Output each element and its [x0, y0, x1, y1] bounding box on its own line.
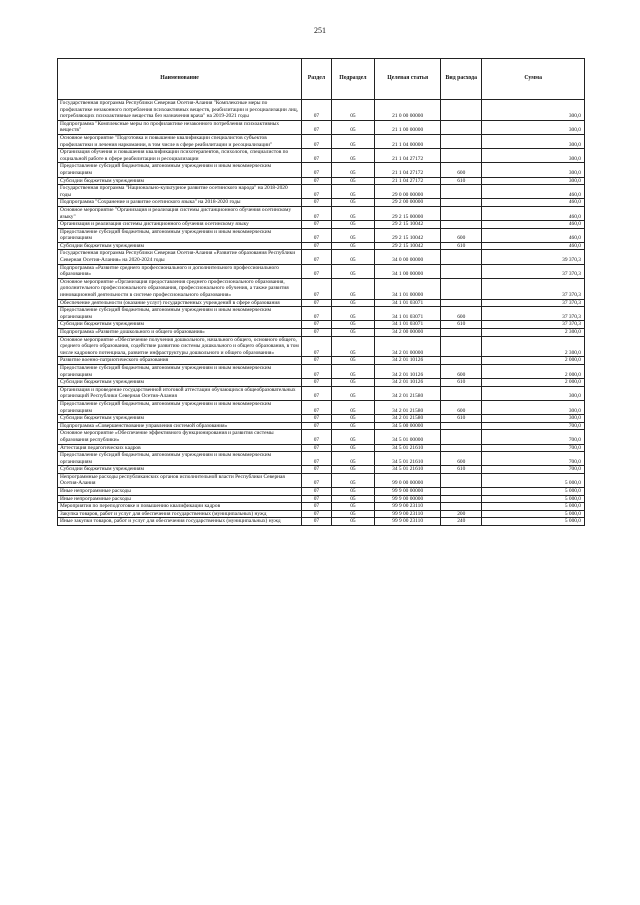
cell-name: Предоставление субсидий бюджетным, автономным учреждениям и иным некоммерческим организациям	[58, 307, 302, 321]
cell-target: 34 1 01 03071	[375, 307, 441, 321]
cell-sum: 2 300,0	[482, 336, 585, 357]
cell-sum: 5 000,0	[482, 518, 585, 526]
cell-name: Государственная программа Республики Северная Осетия-Алания "Комплексные меры по профилактике незаконного потребления психоактивных веществ, реабилитации и ресоциализации лиц, потребляющих психоактивные вещества без назначения врача" на 2019-2021 годы	[58, 100, 302, 121]
cell-target: 29 2 15 10042	[375, 242, 441, 250]
table-header	[58, 59, 585, 100]
cell-section: 07	[302, 422, 332, 430]
cell-subsection: 05	[331, 278, 374, 299]
header-target: Целевая статья	[375, 59, 441, 100]
cell-section: 07	[302, 386, 332, 400]
cell-sum: 300,0	[482, 386, 585, 400]
cell-subsection: 05	[331, 415, 374, 423]
cell-name: Подпрограмма «Развитие дошкольного и общего образования»	[58, 329, 302, 337]
cell-name: Основное мероприятие "Подготовка и повышение квалификации специалистов субъектов профилактики и лечения наркомании, в том числе в сфере реабилитации и ресоциализации"	[58, 134, 302, 148]
cell-expense-type: 610	[441, 466, 482, 474]
cell-target: 34 5 01 21610	[375, 466, 441, 474]
cell-section: 07	[302, 134, 332, 148]
cell-name: Основное мероприятие "Организация и реализация системы дистанционного обучения осетинскому языку"	[58, 206, 302, 220]
cell-expense-type	[441, 199, 482, 207]
cell-target: 34 2 01 21580	[375, 386, 441, 400]
cell-sum: 39 370,3	[482, 250, 585, 264]
cell-target: 34 2 01 10126	[375, 357, 441, 365]
table-row	[58, 495, 585, 503]
cell-name: Государственная программа Республики Северная Осетия-Алания «Развитие образования Республики Северная Осетия-Алания» на 2020-2024 годы	[58, 250, 302, 264]
cell-subsection: 05	[331, 177, 374, 185]
cell-target: 29 2 00 00000	[375, 199, 441, 207]
table-row	[58, 221, 585, 229]
cell-target: 34 2 01 10126	[375, 364, 441, 378]
cell-sum: 700,0	[482, 452, 585, 466]
table-row	[58, 415, 585, 423]
cell-expense-type	[441, 100, 482, 121]
cell-sum: 300,0	[482, 163, 585, 177]
cell-subsection: 05	[331, 221, 374, 229]
cell-subsection: 05	[331, 488, 374, 496]
cell-section: 07	[302, 299, 332, 307]
cell-section: 07	[302, 264, 332, 278]
cell-sum: 460,0	[482, 199, 585, 207]
cell-section: 07	[302, 321, 332, 329]
cell-target: 34 1 01 00000	[375, 278, 441, 299]
cell-section: 07	[302, 120, 332, 134]
table-row	[58, 299, 585, 307]
cell-name: Подпрограмма "Комплексные меры по профилактике незаконного потребления психоактивных веществ"	[58, 120, 302, 134]
table-row	[58, 452, 585, 466]
cell-target: 34 5 01 00000	[375, 430, 441, 444]
cell-expense-type	[441, 503, 482, 511]
table-row	[58, 430, 585, 444]
cell-sum: 300,0	[482, 400, 585, 414]
cell-target: 34 5 00 00000	[375, 422, 441, 430]
table-row	[58, 488, 585, 496]
cell-target: 34 2 01 10126	[375, 379, 441, 387]
cell-section: 07	[302, 415, 332, 423]
cell-name: Субсидии бюджетным учреждениям	[58, 321, 302, 329]
cell-subsection: 05	[331, 495, 374, 503]
cell-sum: 300,0	[482, 415, 585, 423]
cell-subsection: 05	[331, 444, 374, 452]
cell-name: Предоставление субсидий бюджетным, автономным учреждениям и иным некоммерческим организациям	[58, 228, 302, 242]
table-row	[58, 400, 585, 414]
cell-name: Иные непрограммные расходы	[58, 495, 302, 503]
cell-expense-type: 600	[441, 307, 482, 321]
cell-expense-type	[441, 299, 482, 307]
header-sum: Сумма	[482, 59, 585, 100]
cell-name: Мероприятия по переподготовке и повышению квалификации кадров	[58, 503, 302, 511]
cell-section: 07	[302, 430, 332, 444]
cell-name: Предоставление субсидий бюджетным, автономным учреждениям и иным некоммерческим организациям	[58, 452, 302, 466]
cell-target: 21 1 00 00000	[375, 120, 441, 134]
cell-name: Иные закупки товаров, работ и услуг для обеспечения государственных (муниципальных) нужд	[58, 518, 302, 526]
cell-expense-type	[441, 206, 482, 220]
table-row	[58, 134, 585, 148]
cell-section: 07	[302, 177, 332, 185]
cell-section: 07	[302, 185, 332, 199]
cell-sum: 5 000,0	[482, 510, 585, 518]
cell-sum: 37 370,3	[482, 307, 585, 321]
cell-subsection: 05	[331, 307, 374, 321]
cell-expense-type: 600	[441, 400, 482, 414]
cell-name: Предоставление субсидий бюджетным, автономным учреждениям и иным некоммерческим организациям	[58, 364, 302, 378]
cell-expense-type	[441, 422, 482, 430]
cell-name: Предоставление субсидий бюджетным, автономным учреждениям и иным некоммерческим организациям	[58, 163, 302, 177]
cell-name: Субсидии бюджетным учреждениям	[58, 242, 302, 250]
cell-subsection: 05	[331, 364, 374, 378]
table-row	[58, 120, 585, 134]
table-row	[58, 518, 585, 526]
cell-expense-type: 610	[441, 379, 482, 387]
cell-name: Субсидии бюджетным учреждениям	[58, 379, 302, 387]
cell-subsection: 05	[331, 357, 374, 365]
cell-subsection: 05	[331, 400, 374, 414]
cell-target: 34 2 01 21580	[375, 415, 441, 423]
table-row	[58, 185, 585, 199]
table-row	[58, 379, 585, 387]
cell-name: Субсидии бюджетным учреждениям	[58, 466, 302, 474]
cell-section: 07	[302, 221, 332, 229]
cell-name: Субсидии бюджетным учреждениям	[58, 415, 302, 423]
cell-subsection: 05	[331, 163, 374, 177]
cell-section: 07	[302, 495, 332, 503]
cell-sum: 700,0	[482, 430, 585, 444]
cell-section: 07	[302, 250, 332, 264]
header-name: Наименование	[58, 59, 302, 100]
cell-section: 07	[302, 163, 332, 177]
cell-sum: 300,0	[482, 149, 585, 163]
cell-sum: 2 000,0	[482, 379, 585, 387]
cell-expense-type	[441, 430, 482, 444]
cell-subsection: 05	[331, 452, 374, 466]
cell-name: Иные непрограммные расходы	[58, 488, 302, 496]
cell-name: Организация и реализация системы дистанционного обучения осетинскому языку	[58, 221, 302, 229]
header-section: Раздел	[302, 59, 332, 100]
cell-target: 34 1 01 03071	[375, 299, 441, 307]
cell-sum: 37 370,3	[482, 278, 585, 299]
cell-expense-type: 600	[441, 163, 482, 177]
cell-sum: 2 000,0	[482, 357, 585, 365]
cell-sum: 2 300,0	[482, 329, 585, 337]
cell-section: 07	[302, 444, 332, 452]
cell-section: 07	[302, 473, 332, 487]
cell-expense-type: 600	[441, 228, 482, 242]
cell-section: 07	[302, 242, 332, 250]
cell-name: Предоставление субсидий бюджетным, автономным учреждениям и иным некоммерческим организациям	[58, 400, 302, 414]
page-number: 251	[314, 26, 326, 35]
cell-subsection: 05	[331, 473, 374, 487]
cell-expense-type	[441, 185, 482, 199]
cell-expense-type: 610	[441, 321, 482, 329]
cell-subsection: 05	[331, 329, 374, 337]
cell-target: 99 9 00 23110	[375, 518, 441, 526]
cell-name: Государственная программа "Национально-культурное развитие осетинского народа" на 2018-2020 годы	[58, 185, 302, 199]
cell-expense-type	[441, 221, 482, 229]
cell-target: 34 1 00 00000	[375, 264, 441, 278]
cell-section: 07	[302, 364, 332, 378]
cell-subsection: 05	[331, 228, 374, 242]
cell-expense-type: 610	[441, 242, 482, 250]
table-row	[58, 503, 585, 511]
cell-subsection: 05	[331, 149, 374, 163]
cell-subsection: 05	[331, 503, 374, 511]
table-row	[58, 329, 585, 337]
cell-expense-type	[441, 386, 482, 400]
cell-name: Субсидии бюджетным учреждениям	[58, 177, 302, 185]
cell-target: 21 1 04 00000	[375, 134, 441, 148]
cell-subsection: 05	[331, 466, 374, 474]
cell-subsection: 05	[331, 379, 374, 387]
cell-section: 07	[302, 149, 332, 163]
cell-sum: 460,0	[482, 242, 585, 250]
cell-expense-type	[441, 329, 482, 337]
cell-subsection: 05	[331, 185, 374, 199]
cell-target: 99 0 00 00000	[375, 473, 441, 487]
cell-target: 29 2 15 10042	[375, 221, 441, 229]
cell-target: 99 9 00 23110	[375, 503, 441, 511]
cell-subsection: 05	[331, 386, 374, 400]
cell-target: 21 1 04 27172	[375, 163, 441, 177]
header-subsection: Подраздел	[331, 59, 374, 100]
cell-expense-type	[441, 264, 482, 278]
cell-section: 07	[302, 466, 332, 474]
cell-subsection: 05	[331, 510, 374, 518]
cell-sum: 37 370,3	[482, 299, 585, 307]
cell-subsection: 05	[331, 336, 374, 357]
cell-sum: 37 370,3	[482, 321, 585, 329]
cell-name: Организация обучения и повышения квалификации психотерапевтов, психологов, специалистов по социальной работе в сфере реабилитации и ресоциализации	[58, 149, 302, 163]
cell-name: Обеспечение деятельности (оказание услуг) государственных учреждений в сфере образования	[58, 299, 302, 307]
cell-target: 34 5 01 21610	[375, 444, 441, 452]
cell-expense-type: 610	[441, 177, 482, 185]
cell-sum: 2 000,0	[482, 364, 585, 378]
cell-sum: 700,0	[482, 466, 585, 474]
cell-name: Подпрограмма «Совершенствование управления системой образования»	[58, 422, 302, 430]
cell-sum: 460,0	[482, 221, 585, 229]
table-row	[58, 149, 585, 163]
cell-sum: 300,0	[482, 100, 585, 121]
table-body	[58, 100, 585, 526]
cell-sum: 700,0	[482, 444, 585, 452]
cell-subsection: 05	[331, 206, 374, 220]
cell-target: 34 2 01 21580	[375, 400, 441, 414]
cell-expense-type: 600	[441, 364, 482, 378]
cell-name: Подпрограмма "Сохранение и развитие осетинского языка" на 2018-2020 годы	[58, 199, 302, 207]
cell-expense-type	[441, 444, 482, 452]
cell-subsection: 05	[331, 134, 374, 148]
cell-section: 07	[302, 228, 332, 242]
cell-expense-type	[441, 278, 482, 299]
cell-sum: 700,0	[482, 422, 585, 430]
cell-sum: 37 370,3	[482, 264, 585, 278]
cell-name: Подпрограмма «Развитие среднего профессионального и дополнительного профессионального образования»	[58, 264, 302, 278]
cell-sum: 5 000,0	[482, 495, 585, 503]
table-row	[58, 386, 585, 400]
cell-section: 07	[302, 510, 332, 518]
cell-name: Непрограммные расходы республиканских органов исполнительной власти Республики Северная Осетия-Алания	[58, 473, 302, 487]
table-row	[58, 357, 585, 365]
cell-name: Развитие военно-патриотического образования	[58, 357, 302, 365]
cell-expense-type: 240	[441, 518, 482, 526]
cell-subsection: 05	[331, 250, 374, 264]
cell-subsection: 05	[331, 299, 374, 307]
cell-target: 21 1 04 27172	[375, 149, 441, 163]
cell-target: 34 0 00 00000	[375, 250, 441, 264]
table-row	[58, 422, 585, 430]
cell-name: Основное мероприятие «Обеспечение получения дошкольного, начального общего, основного общего, среднего общего образования, содействие развитию системы дошкольного и общего образования, в том числе кадрового потенциала, развитие инфраструктуры дошкольного и общего образования»	[58, 336, 302, 357]
cell-expense-type	[441, 134, 482, 148]
cell-subsection: 05	[331, 422, 374, 430]
cell-expense-type	[441, 120, 482, 134]
cell-name: Основное мероприятие «Обеспечение эффективного функционирования и развития системы образования республики»	[58, 430, 302, 444]
cell-sum: 300,0	[482, 120, 585, 134]
cell-expense-type	[441, 495, 482, 503]
cell-sum: 460,0	[482, 185, 585, 199]
cell-subsection: 05	[331, 100, 374, 121]
cell-section: 07	[302, 488, 332, 496]
cell-target: 21 0 00 00000	[375, 100, 441, 121]
cell-expense-type	[441, 488, 482, 496]
cell-target: 99 9 00 00000	[375, 495, 441, 503]
cell-expense-type	[441, 473, 482, 487]
cell-target: 34 5 01 21610	[375, 452, 441, 466]
cell-sum: 5 000,0	[482, 488, 585, 496]
cell-expense-type	[441, 250, 482, 264]
table-row	[58, 466, 585, 474]
cell-subsection: 05	[331, 242, 374, 250]
cell-expense-type	[441, 336, 482, 357]
cell-sum: 460,0	[482, 228, 585, 242]
cell-subsection: 05	[331, 264, 374, 278]
table-row	[58, 163, 585, 177]
table-row	[58, 264, 585, 278]
cell-name: Организация и проведение государственной итоговой аттестации обучающихся общеобразовательных организаций Республики Северная Осетия-Алания	[58, 386, 302, 400]
cell-expense-type	[441, 357, 482, 365]
header-expense-type: Вид расхода	[441, 59, 482, 100]
table-row	[58, 278, 585, 299]
cell-target: 29 2 15 10042	[375, 228, 441, 242]
cell-target: 34 2 00 00000	[375, 329, 441, 337]
cell-name: Аттестация педагогических кадров	[58, 444, 302, 452]
table-row	[58, 510, 585, 518]
cell-expense-type: 600	[441, 452, 482, 466]
cell-section: 07	[302, 199, 332, 207]
cell-name: Закупка товаров, работ и услуг для обеспечения государственных (муниципальных) нужд	[58, 510, 302, 518]
cell-expense-type: 200	[441, 510, 482, 518]
table-row	[58, 321, 585, 329]
cell-target: 29 2 15 00000	[375, 206, 441, 220]
cell-sum: 5 000,0	[482, 473, 585, 487]
table-row	[58, 307, 585, 321]
cell-sum: 5 000,0	[482, 503, 585, 511]
table-row	[58, 206, 585, 220]
cell-section: 07	[302, 100, 332, 121]
table-row	[58, 228, 585, 242]
cell-target: 99 9 00 23110	[375, 510, 441, 518]
cell-expense-type: 610	[441, 415, 482, 423]
table-row	[58, 177, 585, 185]
cell-target: 99 9 00 00000	[375, 488, 441, 496]
cell-section: 07	[302, 518, 332, 526]
cell-section: 07	[302, 400, 332, 414]
table-row	[58, 444, 585, 452]
cell-section: 07	[302, 357, 332, 365]
cell-section: 07	[302, 206, 332, 220]
table-row	[58, 336, 585, 357]
cell-section: 07	[302, 452, 332, 466]
cell-target: 21 1 04 27172	[375, 177, 441, 185]
cell-target: 29 0 00 00000	[375, 185, 441, 199]
cell-section: 07	[302, 379, 332, 387]
cell-section: 07	[302, 503, 332, 511]
cell-sum: 300,0	[482, 134, 585, 148]
budget-table	[57, 58, 585, 526]
cell-subsection: 05	[331, 430, 374, 444]
cell-section: 07	[302, 307, 332, 321]
table-row	[58, 100, 585, 121]
table-row	[58, 473, 585, 487]
cell-sum: 460,0	[482, 206, 585, 220]
cell-target: 34 2 01 00000	[375, 336, 441, 357]
cell-subsection: 05	[331, 321, 374, 329]
cell-name: Основное мероприятие «Организация предоставления среднего профессионального образования, дополнительного профессионального образования, профессионального обучения, а также развития инновационной деятельности в системе профессионального образования»	[58, 278, 302, 299]
table-row	[58, 242, 585, 250]
cell-subsection: 05	[331, 518, 374, 526]
cell-expense-type	[441, 149, 482, 163]
cell-sum: 300,0	[482, 177, 585, 185]
cell-subsection: 05	[331, 199, 374, 207]
table-row	[58, 364, 585, 378]
cell-subsection: 05	[331, 120, 374, 134]
cell-section: 07	[302, 329, 332, 337]
cell-section: 07	[302, 336, 332, 357]
cell-section: 07	[302, 278, 332, 299]
table-row	[58, 250, 585, 264]
table-row	[58, 199, 585, 207]
cell-target: 34 1 01 03071	[375, 321, 441, 329]
